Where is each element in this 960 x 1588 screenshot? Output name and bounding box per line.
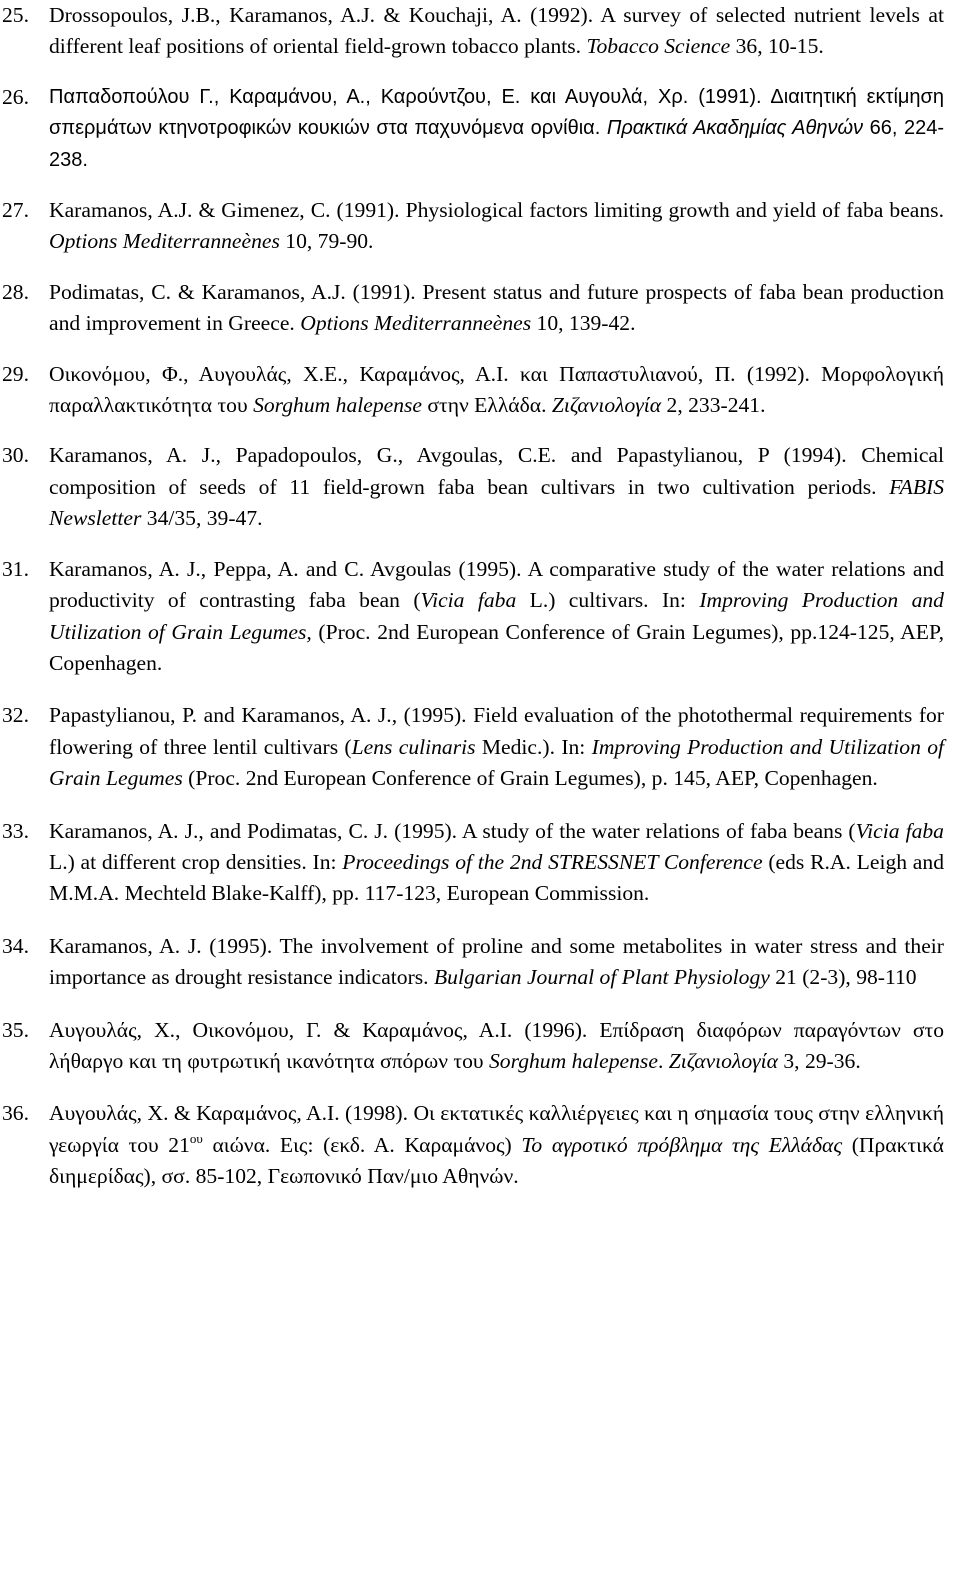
- reference-number: 36.: [2, 1101, 29, 1126]
- reference-number: 32.: [2, 703, 29, 728]
- reference-text: [49, 1098, 944, 1192]
- reference-item: [2, 1098, 944, 1192]
- citation-text: (Πρακτικά διημερίδας), σσ. 85-102, Γεωπονικό Παν/μιο Αθηνών.: [49, 1132, 944, 1189]
- reference-text: [49, 554, 944, 680]
- reference-number: 34.: [2, 933, 29, 958]
- italic-title: Πρακτικά Ακαδημίας Αθηνών: [606, 117, 864, 140]
- reference-text: [49, 0, 944, 63]
- reference-text: [49, 816, 944, 910]
- citation-text: στην Ελλάδα.: [422, 393, 552, 418]
- italic-title: Bulgarian Journal of Plant Physiology: [433, 965, 770, 990]
- citation-text: 2, 233-241.: [661, 393, 766, 418]
- reference-item: [2, 0, 944, 63]
- italic-title: Vicia faba: [420, 588, 517, 613]
- reference-number: 29.: [2, 361, 29, 386]
- italic-title: Το αγροτικό πρόβλημα της Ελλάδας: [521, 1132, 843, 1157]
- citation-text: 10, 79-90.: [279, 229, 374, 254]
- citation-text: (Proc. 2nd European Conference of Grain Legumes), pp.124-125, AEP, Copenhagen.: [49, 619, 945, 675]
- citation-text: Αυγουλάς, Χ., Οικονόμου, Γ. & Καραμάνος, Α.Ι. (1996). Επίδραση διαφόρων παραγόντων στο λήθαργο και τη φυτρωτική ικανότητα σπόρων του: [49, 1017, 944, 1073]
- reference-text: [49, 82, 944, 176]
- citation-text: Αυγουλάς, Χ. & Καραμάνος, Α.Ι. (1998). Οι εκτατικές καλλιέργειες και η σημασία τους στην ελληνική γεωργία του 21: [49, 1101, 944, 1157]
- reference-number: 31.: [2, 556, 29, 581]
- reference-item: [2, 816, 944, 910]
- italic-title: Sorghum halepense: [489, 1048, 658, 1073]
- reference-item: [2, 82, 944, 176]
- reference-item: [2, 277, 944, 340]
- reference-text: [49, 931, 944, 994]
- italic-title: Improving Production and Utilization of Grain Legumes,: [49, 588, 944, 644]
- citation-text: Karamanos, A. J. (1995). The involvement of proline and some metabolites in water stress and their importance as drought resistance indicators.: [49, 933, 944, 990]
- reference-text: [49, 195, 944, 258]
- citation-text: L.) cultivars. In:: [516, 588, 700, 613]
- reference-item: [2, 931, 944, 994]
- italic-title: Improving Production and Utilization of Grain Legumes: [49, 734, 945, 791]
- italic-title: Ζιζανιολογία: [668, 1048, 778, 1073]
- reference-item: [2, 440, 944, 534]
- reference-number: 35.: [2, 1017, 29, 1042]
- citation-text: 21 (2-3), 98-110: [769, 965, 917, 990]
- citation-text: Medic.). In:: [475, 734, 592, 759]
- italic-title: Tobacco Science: [586, 34, 731, 59]
- italic-title: Lens culinaris: [351, 734, 476, 759]
- superscript-text: ου: [189, 1130, 203, 1146]
- italic-title: Ζιζανιολογία: [551, 393, 662, 418]
- citation-text: 66, 224-238.: [49, 117, 944, 171]
- italic-title: FABIS Newsletter: [49, 474, 944, 531]
- citation-text: (eds R.A. Leigh and M.M.A. Mechteld Blake-Kalff), pp. 117-123, European Commission.: [49, 849, 944, 906]
- citation-text: Drossopoulos, J.B., Karamanos, A.J. & Kouchaji, A. (1992). A survey of selected nutrient levels at different leaf positions of oriental field-grown tobacco plants.: [49, 3, 944, 59]
- italic-title: Vicia faba: [855, 818, 944, 843]
- reference-item: [2, 554, 944, 680]
- italic-title: Sorghum halepense: [253, 393, 422, 418]
- citation-text: αιώνα. Εις: (εκδ. Α. Καραμάνος): [202, 1132, 522, 1157]
- citation-text: Karamanos, A. J., Papadopoulos, G., Avgoulas, C.E. and Papastylianou, P (1994). Chemical composition of seeds of 11 field-grown faba bean cultivars in two cultivation periods.: [49, 443, 944, 499]
- reference-number: 28.: [2, 279, 29, 304]
- citation-text: .: [657, 1048, 669, 1073]
- reference-item: [2, 195, 944, 258]
- reference-text: [49, 1015, 944, 1078]
- citation-text: 10, 139-42.: [531, 311, 636, 336]
- reference-item: [2, 1015, 944, 1078]
- reference-number: 26.: [2, 84, 29, 109]
- reference-item: [2, 359, 944, 422]
- citation-text: L.) at different crop densities. In:: [49, 849, 343, 874]
- citation-text: Παπαδοπούλου Γ., Καραμάνου, Α., Καρούντζου, Ε. και Αυγουλά, Χρ. (1991). Διαιτητική εκτίμηση σπερμάτων κτηνοτροφικών κουκιών στα παχυνόμενα ορνίθια.: [49, 85, 944, 140]
- citation-text: Karamanos, A.J. & Gimenez, C. (1991). Physiological factors limiting growth and yield of faba beans.: [49, 198, 944, 223]
- citation-text: Karamanos, A. J., and Podimatas, C. J. (1995). A study of the water relations of faba beans (: [49, 818, 856, 843]
- citation-text: 36, 10-15.: [730, 34, 824, 59]
- reference-text: [49, 277, 944, 340]
- citation-text: Karamanos, A. J., Peppa, A. and C. Avgoulas (1995). A comparative study of the water relations and productivity of contrasting faba bean (: [49, 556, 944, 613]
- italic-title: Proceedings of the 2nd STRESSNET Conference: [342, 849, 763, 874]
- italic-title: Options Mediterranneènes: [49, 229, 280, 254]
- reference-item: [2, 700, 944, 794]
- reference-number: 27.: [2, 198, 29, 223]
- citation-text: Podimatas, C. & Karamanos, A.J. (1991). Present status and future prospects of faba bean production and improvement in Greece.: [49, 279, 944, 336]
- citation-text: (Proc. 2nd European Conference of Grain Legumes), p. 145, AEP, Copenhagen.: [182, 766, 878, 791]
- reference-text: [49, 440, 944, 534]
- reference-number: 30.: [2, 443, 29, 468]
- reference-text: [49, 359, 944, 422]
- reference-number: 33.: [2, 818, 29, 843]
- citation-text: Papastylianou, P. and Karamanos, A. J., (1995). Field evaluation of the photothermal requirements for flowering of three lentil cultivars (: [49, 703, 944, 759]
- reference-text: [49, 700, 944, 794]
- citation-text: Οικονόμου, Φ., Αυγουλάς, Χ.Ε., Καραμάνος, Α.Ι. και Παπαστυλιανού, Π. (1992). Μορφολογική παραλλακτικότητα του: [49, 361, 944, 418]
- italic-title: Options Mediterranneènes: [300, 311, 532, 336]
- reference-number: 25.: [2, 3, 29, 27]
- citation-text: 34/35, 39-47.: [141, 506, 263, 531]
- citation-text: 3, 29-36.: [777, 1048, 861, 1073]
